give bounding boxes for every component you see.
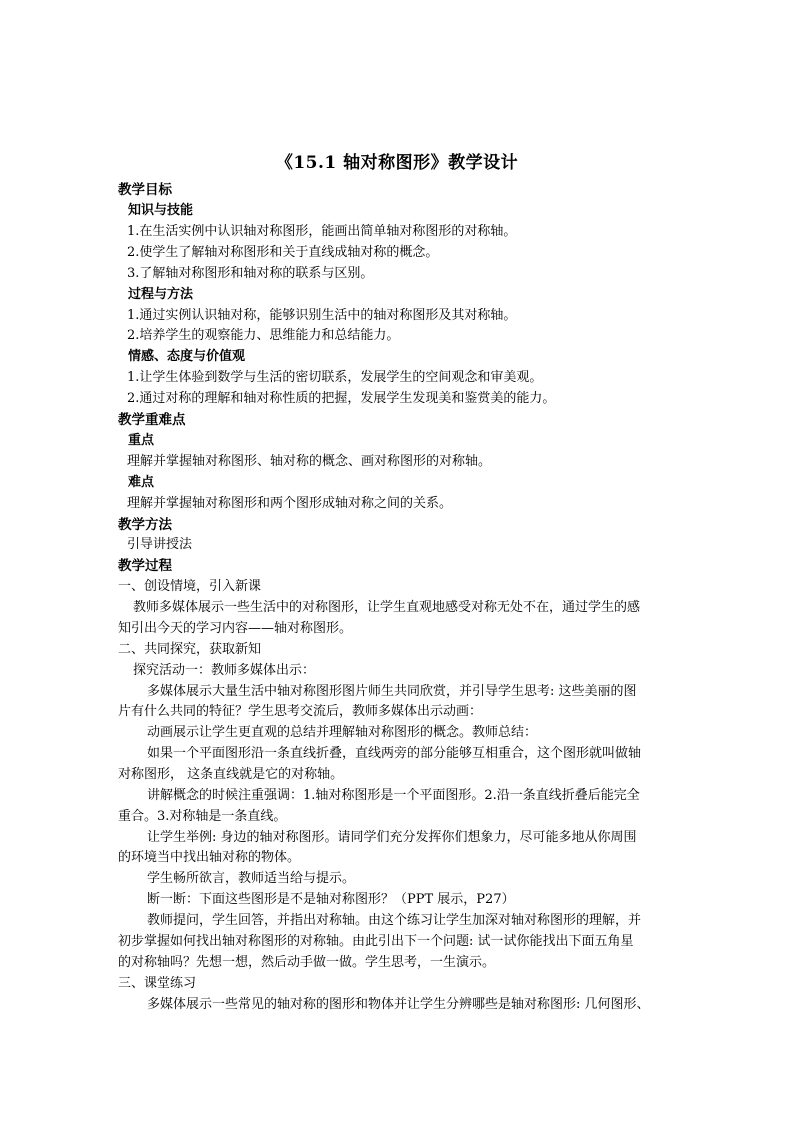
procedure-line: 片有什么共同的特征？学生思考交流后，教师多媒体出示动画： (118, 704, 483, 719)
procedure-line: 断一断：下面这些图形是不是轴对称图形？（PPT 展示，P27） (147, 892, 515, 907)
procedure-line: 探究活动一：教师多媒体出示： (133, 663, 316, 678)
procedure-section-title: 二、共同探究，获取新知 (118, 642, 262, 657)
procedure-line: 对称图形， 这条直线就是它的对称轴。 (118, 767, 344, 782)
procedure-line: 知引出今天的学习内容——轴对称图形。 (118, 621, 353, 636)
process-item: 2.培养学生的观察能力、思维能力和总结能力。 (127, 328, 400, 343)
knowledge-item: 2.使学生了解轴对称图形和关于直线成轴对称的概念。 (127, 245, 439, 260)
procedure-line: 动画展示让学生更直观的总结并理解轴对称图形的概念。教师总结： (147, 725, 538, 740)
emotion-item: 1.让学生体验到数学与生活的密切联系，发展学生的空间观念和审美观。 (127, 370, 543, 385)
procedure-line: 学生畅所欲言，教师适当给与提示。 (147, 871, 356, 886)
keypoints-heading: 教学重难点 (118, 412, 186, 428)
procedure-line: 初步掌握如何找出轴对称图形的对称轴。由此引出下一个问题: 试一试你能找出下面五角星 (118, 934, 634, 949)
method-text: 引导讲授法 (127, 537, 193, 552)
difficulty-text: 理解并掌握轴对称图形和两个图形成轴对称之间的关系。 (127, 496, 453, 511)
procedure-line: 教师多媒体展示一些生活中的对称图形，让学生直观地感受对称无处不在，通过学生的感 (133, 600, 641, 615)
procedure-line: 多媒体展示大量生活中轴对称图形图片师生共同欣赏，并引导学生思考: 这些美丽的图 (147, 684, 637, 699)
method-heading: 教学方法 (118, 517, 172, 533)
focus-heading: 重点 (128, 433, 155, 448)
knowledge-item: 3.了解轴对称图形和轴对称的联系与区别。 (127, 266, 374, 281)
process-item: 1.通过实例认识轴对称，能够识别生活中的轴对称图形及其对称轴。 (127, 308, 517, 323)
procedure-line: 的对称轴吗？先想一想，然后动手做一做。学生思考，一生演示。 (118, 955, 496, 970)
emotion-item: 2.通过对称的理解和轴对称性质的把握，发展学生发现美和鉴赏美的能力。 (127, 391, 556, 406)
procedure-heading: 教学过程 (118, 558, 172, 574)
procedure-line: 的环境当中找出轴对称的物体。 (118, 850, 301, 865)
knowledge-item: 1.在生活实例中认识轴对称图形，能画出简单轴对称图形的对称轴。 (127, 224, 517, 239)
difficulty-heading: 难点 (128, 475, 155, 490)
procedure-line: 让学生举例: 身边的轴对称图形。请同学们充分发挥你们想象力，尽可能多地从你周围 (147, 830, 637, 845)
procedure-line: 如果一个平面图形沿一条直线折叠，直线两旁的部分能够互相重合，这个图形就叫做轴 (147, 746, 642, 761)
objectives-heading: 教学目标 (118, 182, 172, 198)
procedure-section-title: 一、创设情境，引入新课 (118, 579, 262, 594)
procedure-section-title: 三、课堂练习 (118, 976, 197, 991)
document-title: 《15.1 轴对称图形》教学设计 (275, 153, 519, 173)
procedure-line: 重合。3.对称轴是一条直线。 (118, 809, 287, 824)
procedure-line: 讲解概念的时候注重强调：1.轴对称图形是一个平面图形。2.沿一条直线折叠后能完全 (147, 788, 640, 803)
focus-text: 理解并掌握轴对称图形、轴对称的概念、画对称图形的对称轴。 (127, 454, 492, 469)
procedure-line: 多媒体展示一些常见的轴对称的图形和物体并让学生分辨哪些是轴对称图形: 几何图形、 (147, 997, 650, 1012)
knowledge-heading: 知识与技能 (128, 203, 194, 218)
process-heading: 过程与方法 (128, 287, 194, 302)
procedure-line: 教师提问，学生回答，并指出对称轴。由这个练习让学生加深对轴对称图形的理解，并 (147, 913, 642, 928)
emotion-heading: 情感、态度与价值观 (128, 349, 246, 364)
